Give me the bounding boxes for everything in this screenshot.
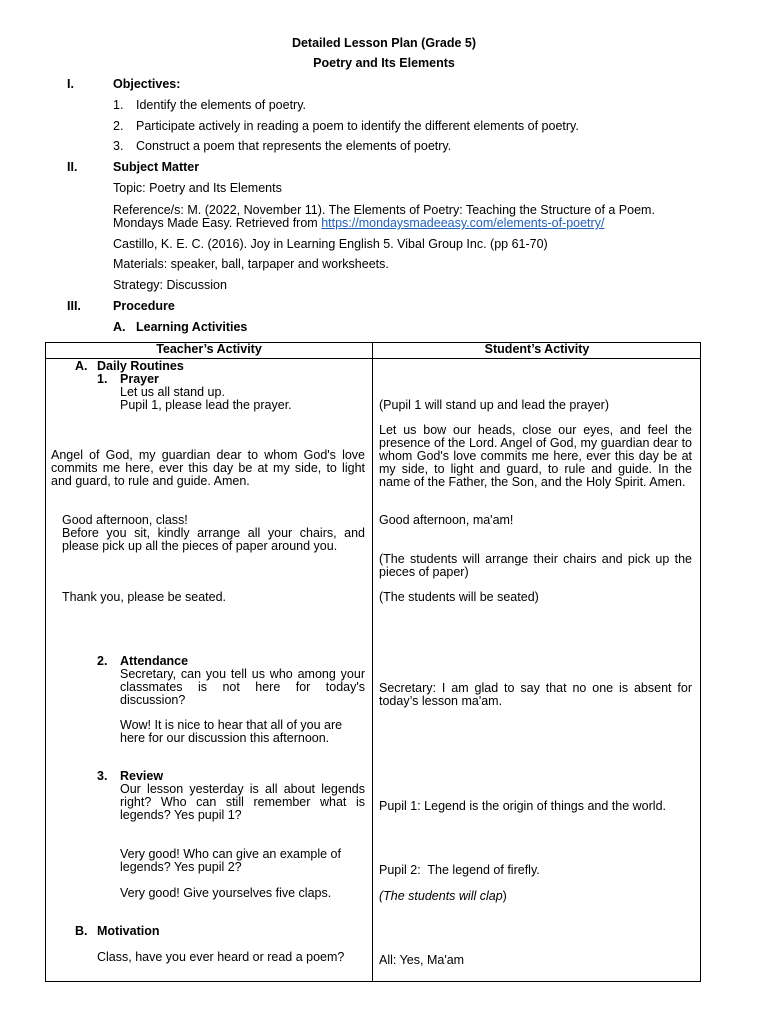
section-number: III. [67,299,81,313]
teacher-attendance-response: Wow! It is nice to hear that all of you are here for our discussion this afternoon. [120,718,343,745]
objective-item: Participate actively in reading a poem to identify the different elements of poetry. [136,119,579,133]
document-title: Detailed Lesson Plan (Grade 5) [291,36,477,50]
student-secretary: Secretary: I am glad to say that no one is absent for today’s lesson ma'am. [379,681,692,708]
motivation-label: B. [75,924,88,938]
teacher-angel-prayer: Angel of God, my guardian dear to whom God's love commits me here, ever this day be at my side, to light and guard, to rule and guide. Amen. [51,448,365,488]
list-number: 1. [113,98,124,112]
student-prayer: (Pupil 1 will stand up and lead the prayer) [379,398,609,412]
reference-link[interactable]: https://mondaysmadeeasy.com/elements-of-poetry/ [321,216,605,230]
student-all-answer: All: Yes, Ma'am [379,953,465,967]
objectives-heading: Objectives: [113,77,181,91]
teacher-instruction: Before you sit, kindly arrange all your chairs, and please pick up all the pieces of paper around you. [62,526,365,553]
section-number: II. [67,160,78,174]
teacher-seated: Thank you, please be seated. [62,590,227,604]
attendance-heading: Attendance [120,654,189,668]
prayer-number: 1. [97,372,108,386]
student-greeting: Good afternoon, ma'am! [379,513,514,527]
student-clap [379,890,507,903]
procedure-heading: Procedure [113,299,175,313]
reference-line-1: Reference/s: M. (2022, November 11). The Elements of Poetry: Teaching the Structure of a Poem. [113,203,655,217]
teacher-column-header: Teacher’s Activity [156,342,262,356]
materials-text: Materials: speaker, ball, tarpaper and worksheets. [113,257,389,271]
student-arrange: (The students will arrange their chairs and pick up the pieces of paper) [379,552,692,579]
list-number: 3. [113,139,124,153]
attendance-number: 2. [97,654,108,668]
student-column-header: Student’s Activity [484,342,590,356]
topic-text: Topic: Poetry and Its Elements [113,181,282,195]
student-clap-italic: (The students will clap [379,889,503,903]
list-number: 2. [113,119,124,133]
objective-item: Identify the elements of poetry. [136,98,307,112]
review-number: 3. [97,769,108,783]
teacher-attendance-question: Secretary, can you tell us who among your classmates is not here for today's discussion? [120,667,365,707]
reference-source: Mondays Made Easy. Retrieved from [113,216,322,230]
subsection-label: A. [113,320,126,334]
teacher-prayer-instruction: Let us all stand up. [120,385,225,399]
daily-routines-label: A. [75,359,88,373]
objective-item: Construct a poem that represents the elements of poetry. [136,139,452,153]
student-pupil2: Pupil 2: The legend of firefly. [379,863,540,877]
student-clap-end: ) [502,889,507,903]
student-pupil1: Pupil 1: Legend is the origin of things and the world. [379,799,666,813]
document-subtitle: Poetry and Its Elements [313,56,455,70]
table-column-divider [372,342,373,982]
section-number: I. [67,77,74,91]
prayer-heading: Prayer [120,372,159,386]
subject-matter-heading: Subject Matter [113,160,200,174]
student-seated: (The students will be seated) [379,590,539,604]
teacher-motivation-question: Class, have you ever heard or read a poem? [97,950,345,964]
teacher-greeting: Good afternoon, class! [62,513,188,527]
teacher-review-clap: Very good! Give yourselves five claps. [120,886,332,900]
reference-2: Castillo, K. E. C. (2016). Joy in Learning English 5. Vibal Group Inc. (pp 61-70) [113,237,548,251]
learning-activities-heading: Learning Activities [136,320,248,334]
motivation-heading: Motivation [97,924,160,938]
student-angel-prayer: Let us bow our heads, close our eyes, and feel the presence of the Lord. Angel of God, my guardian dear to whom God's love commits me here, ever this day be at my side, to light and guard, to rule and guide. In the name of the Father, the Son, and the Holy Spirit. Amen. [379,423,692,489]
daily-routines-heading: Daily Routines [97,359,184,373]
teacher-prayer-request: Pupil 1, please lead the prayer. [120,398,292,412]
reference-line-2 [113,217,604,230]
teacher-review-question: Our lesson yesterday is all about legends right? Who can still remember what is legends? Yes pupil 1? [120,782,365,822]
review-heading: Review [120,769,164,783]
strategy-text: Strategy: Discussion [113,278,227,292]
teacher-review-question-2: Very good! Who can give an example of legends? Yes pupil 2? [120,847,341,874]
